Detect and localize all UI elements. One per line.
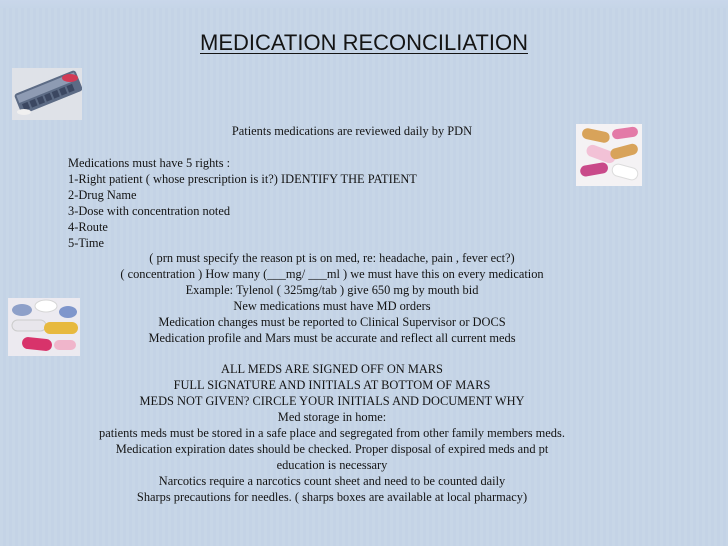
body-line: 1-Right patient ( whose prescription is it?) IDENTIFY THE PATIENT (68, 172, 417, 186)
body-line: 5-Time (68, 236, 105, 250)
body-line: Medication changes must be reported to Clinical Supervisor or DOCS (158, 315, 506, 329)
body-line: Medication profile and Mars must be accurate and reflect all current meds (148, 331, 516, 345)
body-line: Sharps precautions for needles. ( sharps boxes are available at local pharmacy) (136, 490, 528, 504)
body-line: Medication expiration dates should be checked. Proper disposal of expired meds and pt (115, 442, 549, 456)
body-line: FULL SIGNATURE AND INITIALS AT BOTTOM OF MARS (173, 378, 491, 392)
body-line: 3-Dose with concentration noted (68, 204, 231, 218)
body-line: MEDS NOT GIVEN? CIRCLE YOUR INITIALS AND DOCUMENT WHY (139, 394, 525, 408)
body-line: ALL MEDS ARE SIGNED OFF ON MARS (221, 362, 443, 376)
body-line: ( prn must specify the reason pt is on med, re: headache, pain , fever ect?) (149, 251, 515, 265)
body-line: education is necessary (276, 458, 388, 472)
body-line: Medications must have 5 rights : (68, 156, 231, 170)
body-line: Patients medications are reviewed daily by PDN (231, 124, 473, 138)
body-line: Med storage in home: (277, 410, 387, 424)
body-line: Example: Tylenol ( 325mg/tab ) give 650 mg by mouth bid (185, 283, 479, 297)
body-line: 4-Route (68, 220, 108, 234)
body-line: 2-Drug Name (68, 188, 137, 202)
body-line: ( concentration ) How many (___mg/ ___ml ) we must have this on every medication (120, 267, 544, 281)
body-line: New medications must have MD orders (233, 299, 431, 313)
body-line: patients meds must be stored in a safe place and segregated from other family members meds. (99, 426, 565, 440)
slide-title: MEDICATION RECONCILIATION (200, 30, 528, 55)
body-line: Narcotics require a narcotics count sheet and need to be counted daily (158, 474, 506, 488)
